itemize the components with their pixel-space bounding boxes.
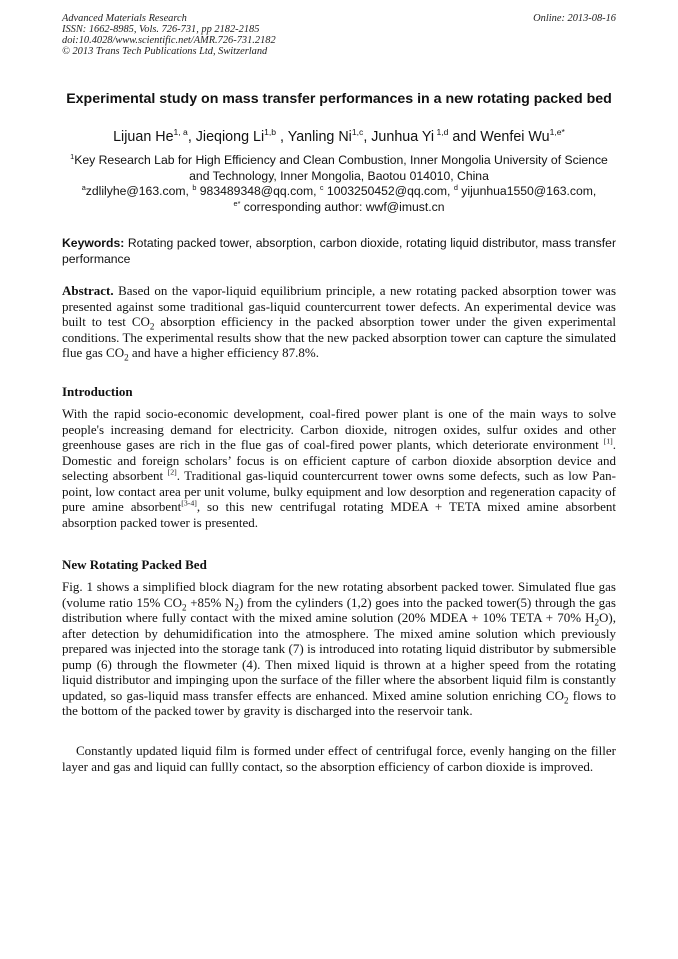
subscript: 2	[182, 602, 187, 613]
email: zdlilyhe@163.com,	[85, 184, 193, 198]
abstract-text: Based on the vapor-liquid equilibrium principle, a new rotating packed absorption tower was presented against some traditional gas-liquid countercurrent tower defects. An experimental device was built to test CO	[62, 283, 616, 329]
online-date: Online: 2013-08-16	[533, 13, 616, 24]
author-name: Jieqiong Li	[195, 129, 265, 145]
abstract-text: and have a higher efficiency 87.8%.	[128, 345, 320, 360]
body-text: . Traditional gas-liquid countercurrent tower owns some defects, such as low Pan-point, low contact area per unit volume, bulky equipment and low desorption and regeneration capacity of pure amine absorbent	[62, 468, 616, 514]
email: 983489348@qq.com,	[196, 184, 320, 198]
journal-name: Advanced Materials Research	[62, 13, 187, 24]
body-text: With the rapid socio-economic development, coal-fired power plant is one of the main ways to solve people's increasing demand for electricity. Carbon dioxide, nitrogen oxides, sulfur oxides and other greenhouse gases are rich in the flue gas of coal-fired power plants, which deteriorate environment	[62, 406, 616, 452]
keywords-paragraph	[62, 236, 616, 267]
journal-header	[62, 13, 276, 57]
affiliation-text: Key Research Lab for High Efficiency and Clean Combustion, Inner Mongolia University of Science	[74, 153, 608, 167]
author-separator: and	[448, 129, 481, 145]
body-text: O), after detection by dehumidification into the atmosphere. The mixed amine solution which previously prepared was injected into the storage tank (7) is introduced into rotating liquid distributor by submersible pump (6) through the flowmeter (4). Then mixed liquid is thrown at a higher speed from the rotating liquid distributor and impinging upon the surface of the filler where the absorbent liquid film is constantly updated, so gas-liquid mass transfer effects are enhanced. Mixed amine solution enriching CO	[62, 610, 616, 703]
author-name: Junhua Yi	[371, 129, 435, 145]
body-text: Fig. 1 shows a simplified block diagram for the new rotating absorbent packed tower. Simulated flue gas (volume ratio 15% CO	[62, 579, 616, 610]
citation: [2]	[167, 467, 177, 477]
email-mark: b	[192, 182, 197, 192]
email: yijunhua1550@163.com,	[457, 184, 597, 198]
body-text: . Domestic and foreign scholars’ focus is on efficient capture of carbon dioxide absorption device and selecting absorbent	[62, 437, 616, 483]
subscript: 2	[563, 695, 569, 706]
affiliation-mark: 1	[70, 151, 75, 161]
subscript: 2	[124, 352, 129, 363]
copyright-line: © 2013 Trans Tech Publications Ltd, Switzerland	[62, 46, 268, 57]
author-affil-mark: 1, a	[173, 127, 188, 138]
abstract-text: absorption efficiency in the packed absorption tower under the given experimental conditions. The experimental results show that the new packed absorption tower can capture the simulated flue gas CO	[62, 314, 616, 360]
corresponding-author-line	[62, 200, 616, 216]
author-affil-mark: 1,e*	[549, 127, 565, 138]
email-mark: c	[319, 182, 324, 192]
abstract-label: Abstract.	[62, 283, 114, 298]
introduction-paragraph	[62, 406, 616, 530]
introduction-heading: Introduction	[62, 384, 133, 399]
author-name: Wenfei Wu	[480, 129, 550, 145]
affiliation-line	[62, 153, 616, 169]
subscript: 2	[234, 602, 239, 613]
corresponding-email: corresponding author: wwf@imust.cn	[240, 199, 445, 214]
author-affil-mark: 1,b	[264, 127, 277, 138]
email-line	[62, 184, 616, 200]
author-separator: ,	[187, 129, 196, 145]
affiliation-line: and Technology, Inner Mongolia, Baotou 014010, China	[189, 168, 489, 183]
new-rotating-paragraph-2: Constantly updated liquid film is formed under effect of centrifugal force, evenly hanging on the filler layer and gas and liquid can fullly contact, so the absorption efficiency of carbon dioxide is improved.	[62, 743, 616, 774]
citation: [1]	[603, 436, 613, 446]
body-text: flows to the bottom of the packed tower by gravity is discharged into the reservoir tank.	[62, 687, 617, 718]
author-name: Lijuan He	[113, 129, 174, 145]
email: 1003250452@qq.com,	[323, 184, 454, 198]
citation: [3-4]	[181, 498, 197, 508]
new-rotating-packed-bed-heading: New Rotating Packed Bed	[62, 557, 207, 572]
author-list	[62, 128, 616, 146]
email-mark: d	[453, 182, 458, 192]
abstract-paragraph	[62, 283, 616, 361]
keywords-text: Rotating packed tower, absorption, carbon dioxide, rotating liquid distributor, mass transfer performance	[62, 236, 616, 266]
subscript: 2	[594, 617, 600, 628]
doi-line: doi:10.4028/www.scientific.net/AMR.726-731.2182	[62, 35, 276, 46]
email-mark: a	[81, 182, 86, 192]
body-text: ) from the cylinders (1,2) goes into the packed tower(5) through the gas distribution where fully contact with the mixed amine solution (20% MDEA + 10% TETA + 70% H	[62, 594, 616, 625]
keywords-label: Keywords:	[62, 236, 125, 250]
author-separator: ,	[276, 129, 288, 145]
affiliation-block	[62, 153, 616, 215]
issn-line: ISSN: 1662-8985, Vols. 726-731, pp 2182-2185	[62, 24, 260, 35]
author-affil-mark: 1,c	[351, 127, 364, 138]
author-separator: ,	[363, 129, 372, 145]
author-name: Yanling Ni	[287, 129, 352, 145]
author-affil-mark: 1,d	[434, 127, 449, 138]
body-text: , so this new centrifugal rotating MDEA + TETA mixed amine absorbent absorption packed tower is presented.	[62, 499, 616, 530]
new-rotating-paragraph	[62, 579, 616, 719]
corresponding-mark: e*	[233, 198, 241, 208]
subscript: 2	[149, 321, 155, 332]
body-text: +85% N	[186, 594, 235, 610]
paper-title: Experimental study on mass transfer performances in a new rotating packed bed	[66, 91, 612, 107]
